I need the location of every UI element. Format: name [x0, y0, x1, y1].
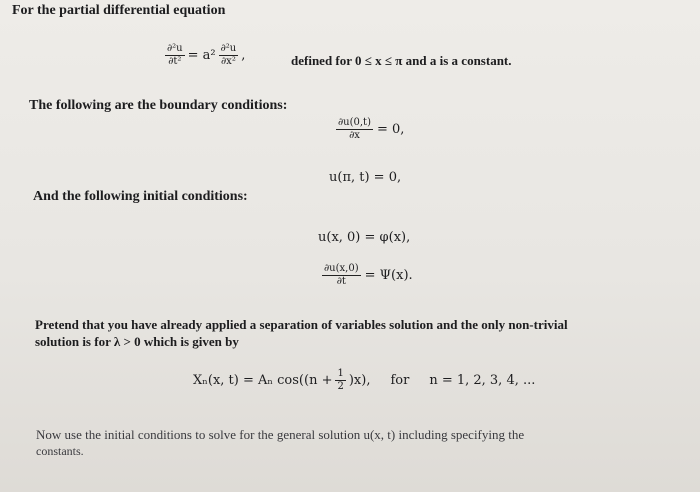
pretend-line-1: Pretend that you have already applied a separation of variables solution and the only non-trivial [35, 317, 568, 332]
pde-lhs-num: ∂²u [167, 43, 183, 54]
ic2-den: ∂t [336, 276, 346, 287]
boundary-condition-2: u(π, t) = 0, [329, 170, 402, 185]
bc1-fraction [336, 118, 373, 141]
pde-equation [165, 44, 245, 67]
ic2-num: ∂u(x,0) [324, 263, 359, 274]
pde-comma: , [241, 48, 246, 63]
solution-for-label: for [390, 373, 410, 388]
pde-rhs-fraction [219, 44, 239, 67]
solution-equation [193, 369, 535, 392]
solution-half-fraction [335, 369, 345, 392]
solution-tail: )x), [348, 373, 371, 388]
heading: For the partial differential equation [12, 3, 226, 18]
bc1-den: ∂x [349, 130, 360, 141]
pde-domain: defined for 0 ≤ x ≤ π and a is a constant. [291, 53, 512, 68]
bc1-num: ∂u(0,t) [338, 117, 371, 128]
bc1-rhs: = 0, [376, 122, 405, 137]
pretend-line-2: solution is for λ > 0 which is given by [35, 334, 239, 349]
pde-rhs-num: ∂²u [220, 43, 237, 54]
ic2-rhs: = Ψ(x). [364, 268, 413, 283]
pde-equals: = a² [187, 48, 216, 63]
final-line-2: constants. [36, 444, 84, 458]
solution-n-values: n = 1, 2, 3, 4, ... [429, 373, 536, 388]
boundary-intro: The following are the boundary conditions: [29, 98, 288, 113]
final-line-1: Now use the initial conditions to solve for the general solution u(x, t) including specifying the [36, 427, 525, 442]
pde-lhs-fraction [165, 44, 185, 67]
initial-condition-1: u(x, 0) = φ(x), [318, 230, 411, 245]
initial-condition-2 [322, 264, 413, 287]
pde-rhs-den: ∂x² [221, 56, 236, 67]
solution-half-num: 1 [337, 368, 344, 379]
pde-lhs-den: ∂t² [168, 56, 182, 67]
solution-lhs: Xₙ(x, t) = Aₙ cos((n + [193, 373, 333, 388]
solution-half-den: 2 [337, 381, 344, 392]
ic2-fraction [322, 264, 361, 287]
boundary-condition-1 [336, 118, 404, 141]
initial-intro: And the following initial conditions: [33, 189, 248, 204]
